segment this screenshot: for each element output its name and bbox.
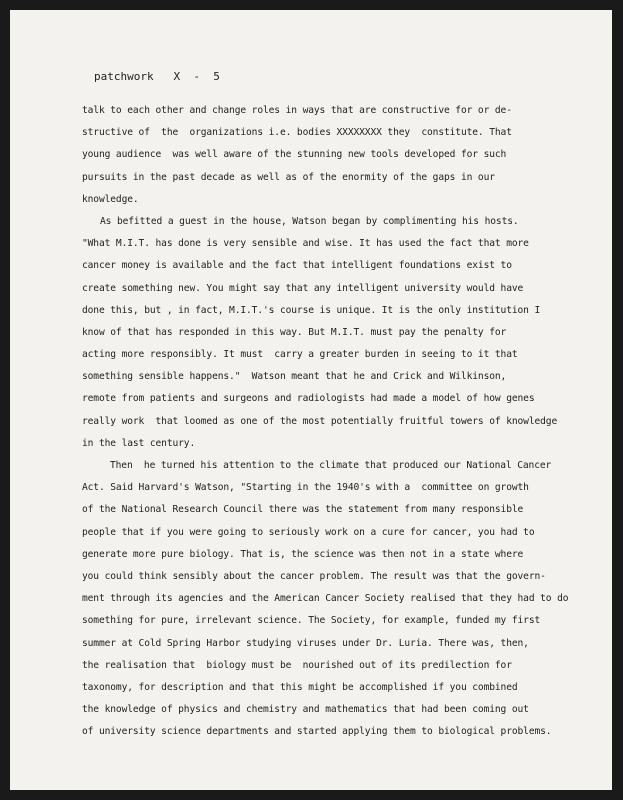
header-title: patchwork: [94, 70, 154, 83]
header-section: X: [173, 70, 181, 83]
text-line: talk to each other and change roles in ways that are constructive for or de-: [82, 105, 512, 116]
text-line: summer at Cold Spring Harbor studying viruses under Dr. Luria. There was, then,: [82, 637, 529, 649]
text-line: of the National Research Council there was the statement from many responsible: [82, 504, 524, 516]
typewritten-page: [10, 10, 612, 790]
text-line: in the last century.: [82, 437, 196, 449]
text-line: taxonomy, for description and that this might be accomplished if you combined: [82, 681, 518, 693]
text-line: people that if you were going to seriously work on a cure for cancer, you had to: [82, 526, 535, 538]
text-line: you could think sensibly about the cancer problem. The result was that the govern-: [82, 570, 546, 582]
paragraph-start-line: As befitted a guest in the house, Watson began by complimenting his hosts.: [100, 215, 519, 227]
text-line: Act. Said Harvard's Watson, "Starting in the 1940's with a committee on growth: [82, 482, 529, 494]
paragraph-start-line: Then he turned his attention to the climate that produced our National Cancer: [110, 460, 552, 471]
text-line: the realisation that biology must be nourished out of its predilection for: [82, 659, 512, 671]
text-line: "What M.I.T. has done is very sensible and wise. It has used the fact that more: [82, 238, 529, 250]
text-line: really work that loomed as one of the most potentially fruitful towers of knowledge: [82, 415, 558, 427]
header-dash: -: [193, 70, 200, 83]
page-header: [94, 70, 220, 83]
text-line: knowledge.: [82, 193, 139, 205]
text-line: structive of the organizations i.e. bodies XXXXXXXX they constitute. That: [82, 127, 512, 139]
text-line: know of that has responded in this way. But M.I.T. must pay the penalty for: [82, 326, 507, 338]
text-line: create something new. You might say that any intelligent university would have: [82, 282, 524, 294]
text-line: done this, but , in fact, M.I.T.'s course is unique. It is the only institution I: [82, 304, 541, 316]
text-line: pursuits in the past decade as well as of the enormity of the gaps in our: [82, 171, 495, 183]
header-page-number: 5: [213, 70, 220, 83]
text-line: cancer money is available and the fact that intelligent foundations exist to: [82, 260, 512, 272]
text-line: something sensible happens." Watson meant that he and Crick and Wilkinson,: [82, 371, 507, 383]
text-line: the knowledge of physics and chemistry and mathematics that had been coming out: [82, 704, 529, 716]
text-line: ment through its agencies and the American Cancer Society realised that they had to do: [82, 593, 569, 605]
text-line: of university science departments and started applying them to biological problems.: [82, 726, 552, 738]
text-line: generate more pure biology. That is, the science was then not in a state where: [82, 548, 524, 560]
text-line: something for pure, irrelevant science. The Society, for example, funded my first: [82, 615, 541, 627]
text-line: remote from patients and surgeons and radiologists had made a model of how genes: [82, 393, 535, 405]
text-line: acting more responsibly. It must carry a greater burden in seeing to it that: [82, 349, 518, 361]
text-line: young audience was well aware of the stunning new tools developed for such: [82, 149, 507, 161]
page-body: [82, 100, 592, 743]
